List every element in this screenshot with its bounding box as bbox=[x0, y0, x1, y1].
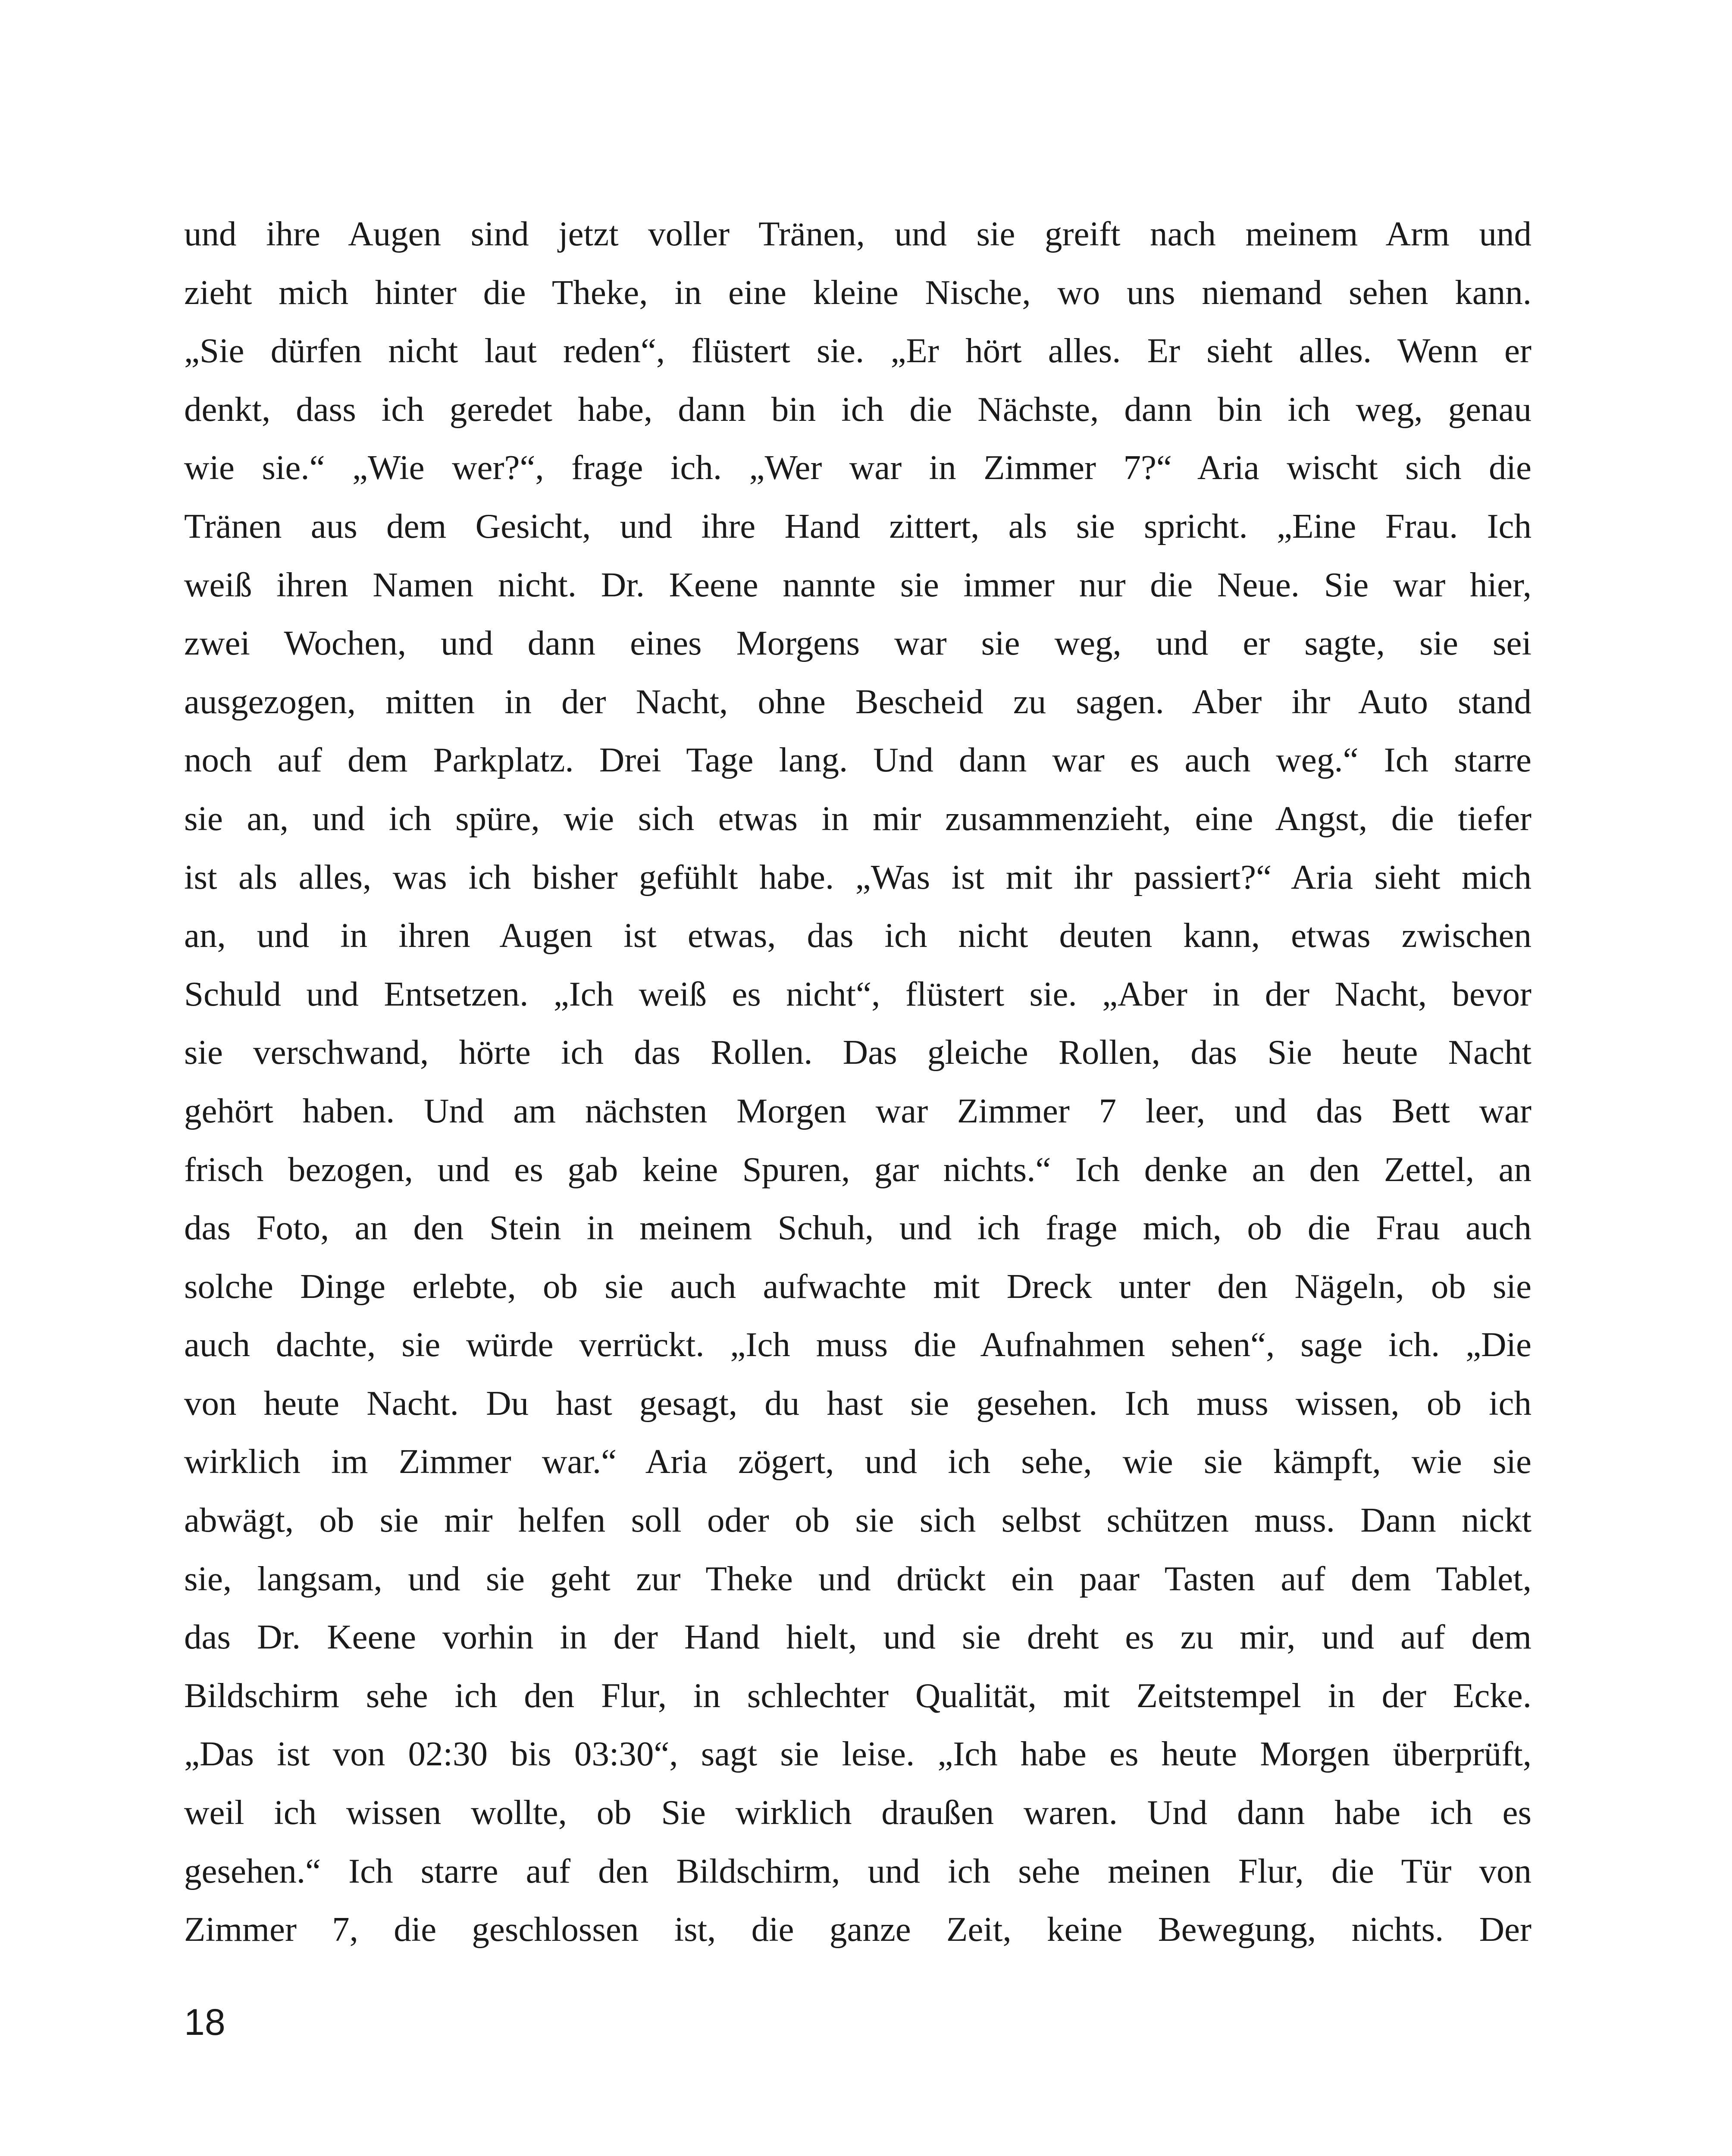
text-line: zwei Wochen, und dann eines Morgens war sie weg, und er sagte, sie sei bbox=[184, 624, 1532, 663]
text-line: Zimmer 7, die geschlossen ist, die ganze Zeit, keine Bewegung, nichts. Der bbox=[184, 1910, 1532, 1949]
text-line: wirklich im Zimmer war.“ Aria zögert, und ich sehe, wie sie kämpft, wie sie bbox=[184, 1442, 1532, 1481]
text-line: Tränen aus dem Gesicht, und ihre Hand zittert, als sie spricht. „Eine Frau. Ich bbox=[184, 506, 1532, 545]
text-line: sie verschwand, hörte ich das Rollen. Das gleiche Rollen, das Sie heute Nacht bbox=[184, 1033, 1532, 1072]
text-line: „Das ist von 02:30 bis 03:30“, sagt sie leise. „Ich habe es heute Morgen überprüft, bbox=[184, 1734, 1532, 1774]
text-line: Schuld und Entsetzen. „Ich weiß es nicht“, flüstert sie. „Aber in der Nacht, bevor bbox=[184, 974, 1532, 1013]
text-line: ausgezogen, mitten in der Nacht, ohne Bescheid zu sagen. Aber ihr Auto stand bbox=[184, 682, 1532, 721]
text-line: sie, langsam, und sie geht zur Theke und drückt ein paar Tasten auf dem Tablet, bbox=[184, 1559, 1532, 1598]
text-line: weil ich wissen wollte, ob Sie wirklich draußen waren. Und dann habe ich es bbox=[184, 1793, 1532, 1832]
text-line: weiß ihren Namen nicht. Dr. Keene nannte sie immer nur die Neue. Sie war hier, bbox=[184, 565, 1532, 604]
text-line: wie sie.“ „Wie wer?“, frage ich. „Wer war in Zimmer 7?“ Aria wischt sich die bbox=[184, 448, 1532, 487]
text-line: an, und in ihren Augen ist etwas, das ich nicht deuten kann, etwas zwischen bbox=[184, 916, 1532, 955]
text-line: denkt, dass ich geredet habe, dann bin ich die Nächste, dann bin ich weg, genau bbox=[184, 389, 1532, 429]
text-line: solche Dinge erlebte, ob sie auch aufwachte mit Dreck unter den Nägeln, ob sie bbox=[184, 1266, 1532, 1306]
text-line: abwägt, ob sie mir helfen soll oder ob sie sich selbst schützen muss. Dann nickt bbox=[184, 1501, 1532, 1540]
text-line: von heute Nacht. Du hast gesagt, du hast sie gesehen. Ich muss wissen, ob ich bbox=[184, 1383, 1532, 1423]
text-line: noch auf dem Parkplatz. Drei Tage lang. Und dann war es auch weg.“ Ich starre bbox=[184, 740, 1532, 780]
text-line: „Sie dürfen nicht laut reden“, flüstert sie. „Er hört alles. Er sieht alles. Wenn er bbox=[184, 331, 1532, 370]
text-line: auch dachte, sie würde verrückt. „Ich muss die Aufnahmen sehen“, sage ich. „Die bbox=[184, 1325, 1532, 1364]
text-line: und ihre Augen sind jetzt voller Tränen, und sie greift nach meinem Arm und bbox=[184, 214, 1532, 253]
text-line: das Dr. Keene vorhin in der Hand hielt, und sie dreht es zu mir, und auf dem bbox=[184, 1617, 1532, 1657]
body-text bbox=[184, 205, 1532, 1959]
text-line: das Foto, an den Stein in meinem Schuh, und ich frage mich, ob die Frau auch bbox=[184, 1208, 1532, 1247]
text-line: frisch bezogen, und es gab keine Spuren, gar nichts.“ Ich denke an den Zettel, an bbox=[184, 1150, 1532, 1189]
text-line: gehört haben. Und am nächsten Morgen war Zimmer 7 leer, und das Bett war bbox=[184, 1091, 1532, 1130]
text-line: ist als alles, was ich bisher gefühlt habe. „Was ist mit ihr passiert?“ Aria sieht mich bbox=[184, 857, 1532, 896]
text-line: gesehen.“ Ich starre auf den Bildschirm, und ich sehe meinen Flur, die Tür von bbox=[184, 1851, 1532, 1890]
text-line: sie an, und ich spüre, wie sich etwas in mir zusammenzieht, eine Angst, die tiefer bbox=[184, 799, 1532, 838]
page-number: 18 bbox=[184, 2002, 226, 2043]
text-line: Bildschirm sehe ich den Flur, in schlechter Qualität, mit Zeitstempel in der Ecke. bbox=[184, 1676, 1532, 1715]
text-line: zieht mich hinter die Theke, in eine kleine Nische, wo uns niemand sehen kann. bbox=[184, 273, 1532, 312]
